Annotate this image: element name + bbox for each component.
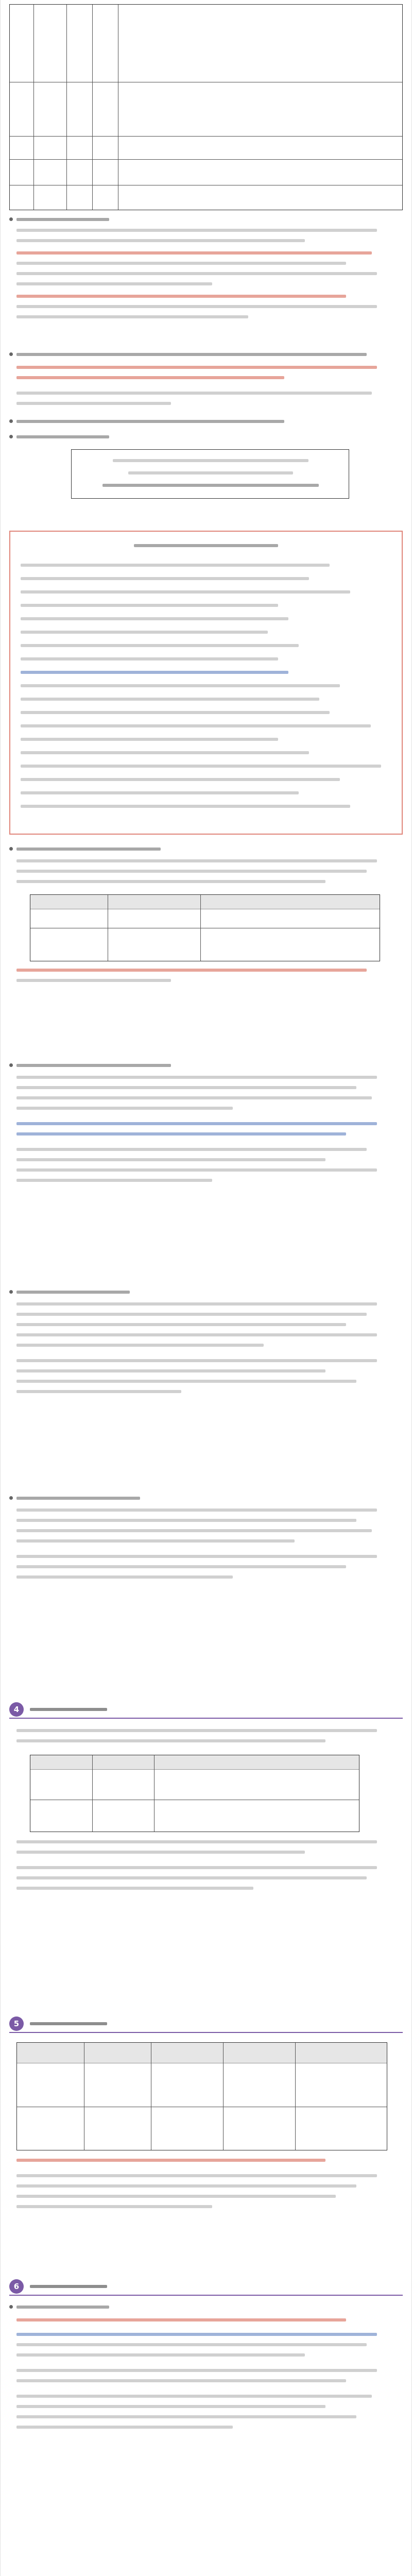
application-caution-box: [9, 531, 403, 835]
special-recruit-section: [9, 845, 403, 1051]
section-6-number: 6: [9, 2279, 24, 2294]
exam-schedule-body: [9, 2040, 403, 2267]
exam-schedule-table: [16, 2042, 387, 2150]
residence-requirement: [9, 350, 403, 520]
exam-subjects-body: [9, 1726, 403, 2004]
section-6-header: [9, 2277, 403, 2296]
exam-subjects-table: [30, 1755, 359, 1832]
section-4-header: [9, 1700, 403, 1719]
veterans-quota-section: [9, 1061, 403, 1278]
eligibility-notes: [9, 215, 403, 344]
section-5-number: 5: [9, 2016, 24, 2031]
section-5-header: [9, 2014, 403, 2033]
special-recruit-table: [30, 894, 380, 961]
section-4-number: 4: [9, 1702, 24, 1717]
low-income-quota-section: [9, 1494, 403, 1690]
application-body: [9, 2303, 403, 2561]
qualification-table: [9, 4, 403, 210]
disability-quota-section: [9, 1288, 403, 1484]
